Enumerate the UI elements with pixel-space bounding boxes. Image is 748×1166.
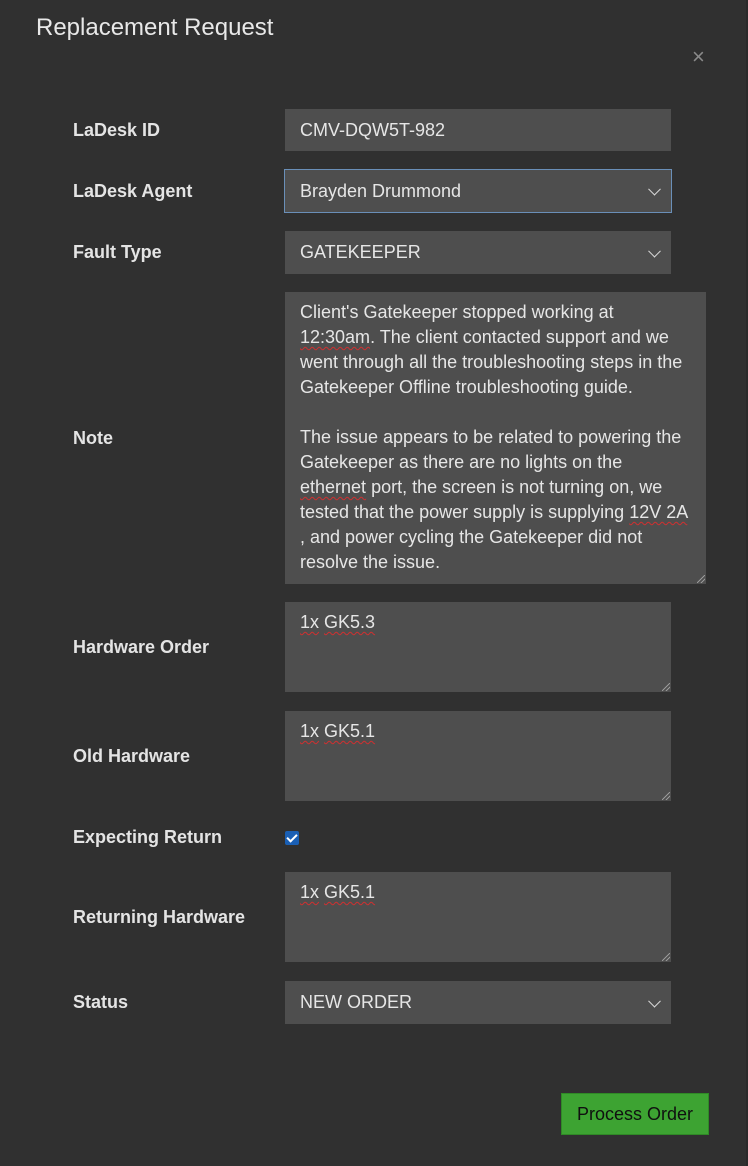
note-label: Note — [73, 428, 113, 448]
ladesk-agent-value: Brayden Drummond — [300, 180, 462, 201]
expecting-return-checkbox[interactable] — [285, 831, 299, 845]
status-value: NEW ORDER — [300, 992, 412, 1012]
note-textarea[interactable] — [285, 292, 706, 584]
old-hardware-qty: 1x — [300, 721, 320, 741]
note-text: . The client contacted support and we went through all the troubleshooting steps in the Gatekeeper Offline troubleshooting guide. The issue appears to be related to powering the Gatekeeper as there are no lights on the — [300, 327, 683, 472]
chevron-down-icon — [648, 244, 661, 257]
returning-hardware-model: GK5.1 — [324, 882, 376, 902]
resize-handle[interactable] — [697, 575, 705, 583]
returning-hardware-qty: 1x — [300, 882, 320, 902]
resize-handle[interactable] — [662, 953, 670, 961]
returning-hardware-textarea[interactable] — [285, 872, 671, 962]
returning-hardware-label: Returning Hardware — [73, 907, 246, 927]
ladesk-id-value: CMV-DQW5T-982 — [300, 119, 446, 140]
close-icon[interactable]: × — [692, 44, 705, 69]
ladesk-id-label: LaDesk ID — [73, 120, 161, 140]
chevron-down-icon — [648, 994, 661, 1007]
ladesk-id-input[interactable] — [285, 109, 671, 151]
fault-type-select[interactable] — [285, 231, 671, 274]
fault-type-value: GATEKEEPER — [300, 242, 421, 262]
hardware-order-model: GK5.3 — [324, 612, 376, 632]
note-text: , and power cycling the Gatekeeper did not resolve the issue. — [300, 502, 693, 572]
hardware-order-qty: 1x — [300, 612, 320, 632]
resize-handle[interactable] — [662, 792, 670, 800]
old-hardware-model: GK5.1 — [324, 721, 376, 741]
status-label: Status — [73, 992, 129, 1012]
old-hardware-textarea[interactable] — [285, 711, 671, 801]
status-select[interactable] — [285, 981, 671, 1024]
hardware-order-label: Hardware Order — [73, 637, 210, 657]
note-text: Client's Gatekeeper stopped working at — [300, 302, 619, 322]
process-order-button[interactable]: Process Order — [561, 1093, 709, 1135]
dialog-title: Replacement Request — [36, 14, 274, 41]
ladesk-agent-select[interactable] — [285, 170, 671, 212]
chevron-down-icon — [648, 183, 661, 196]
note-text: port, the screen is not turning on, we tested that the power supply is supplying — [300, 477, 668, 522]
ladesk-agent-label: LaDesk Agent — [73, 181, 193, 201]
note-text: 12:30am — [300, 327, 371, 347]
fault-type-label: Fault Type — [73, 242, 162, 262]
expecting-return-label: Expecting Return — [73, 827, 223, 847]
old-hardware-label: Old Hardware — [73, 746, 191, 766]
note-text: ethernet — [300, 477, 367, 497]
note-text: 12V 2A — [629, 502, 688, 522]
resize-handle[interactable] — [662, 683, 670, 691]
hardware-order-textarea[interactable] — [285, 602, 671, 692]
